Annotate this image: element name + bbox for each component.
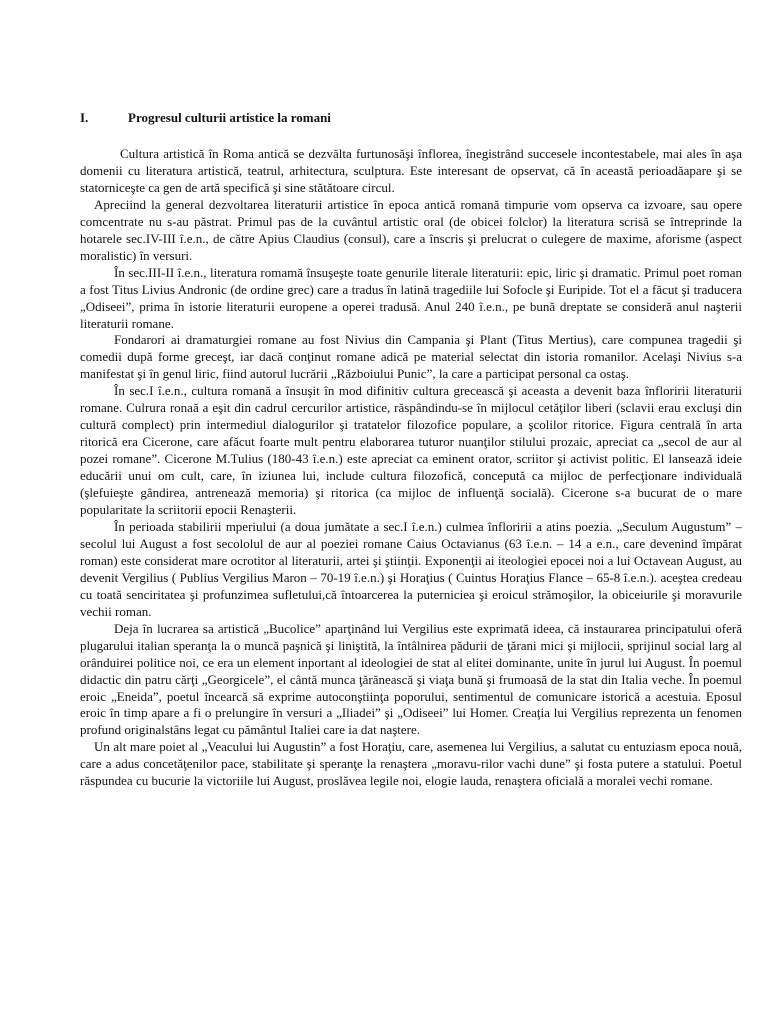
paragraph-vergilius: Deja în lucrarea sa artistică „Bucolice” aparţinând lui Vergilius este exprimată ideea, că instaurarea principatului oferă plugarului italian speranţa la o muncă paşnică şi linіştită, la întâlnirea pădurii de ţărani mici şi mijlocii, sprijinul social larg al orânduirei politice noi, ce era un element inportant al ideologiei de stat al elitei dominante, unite în jurul lui August. În poemul didactic din patru cărţi „Georgicele”, el cântă munca ţărănească şi viaţa bună şi frumoasă de la stat din Italia veche. În poemul eroic „Eneida”, poetul încearcă să exprime autoconştiinţa poporului, sentimentul de comunicare istorică a acestuia. Eposul eroic în timp apare a fi o prelungire în versuri a „Iliadei” şi „Odiseei” lui Homer. Creaţia lui Vergilius reprezenta un fenomen profund originalstâns legat cu pământul Italiei care ia dat naştere.: [80, 620, 742, 738]
paragraph-early-literature: Apreciind la general dezvoltarea literaturii artistice în epoca antică romană timpurie vom opserva ca izvoare, sau opere comcentrate nu s-au păstrat. Primul pas de la cuvântul artistic oral (de obicei folclor) la literatura scrisă se întreprinde la hotarele sec.IV-III î.e.n., de către Apius Claudius (consul), care a înscris şi prelucrat o culegere de maxime, aforisme (aspect moralistic) în versuri.: [80, 196, 742, 263]
paragraph-cicero: În sec.I î.e.n., cultura romană a însuşit în mod difinitiv cultura grecească şi aceasta a devenit baza înfloririi literaturii romane. Culrura ronaă a eşit din cadrul cercurilor artistice, răspândindu-se în mijlocul cetăţilor liberi (sclavii erau excluşi din cultură complect) prin intermediul dialogurilor şi tratatelor filozofice populare, a şcolilor ritorice. Figura centrală în arta ritorică era Cicerone, care afăcut foarte mult pentru elaborarea tuturor nuanţilor stilului prozaic, apreciat ca „secol de aur al pozei romane”. Cicerone M.Tulius (180-43 î.e.n.) este apreciat ca eminent orator, scriitor şi activist politic. El lansează ideie educării unui om cult, care, în iziunea lui, include cultura filozofică, concepută ca mijloc de perfecţionare individuală (şlefuieşte gândirea, antrenează memoria) şi ritorica (ca mijloc de influenţă socială). Cicerone s-a bucurat de o mare popularitate la scriitorii epocii Renaşterii.: [80, 383, 742, 518]
section-heading: [80, 110, 331, 126]
paragraph-literary-genres: În sec.III-II î.e.n., literatura romamă însuşeşte toate genurile literale literaturii: epic, liric şi dramatic. Primul poet roman a fost Titus Livius Andronic (de ordine grec) care a tradus în latină tragediile lui Sofocle şi Euripide. Tot el a făcut şi traducera „Odiseei”, prima în istorie literaturii europene a operei tradusă. Anul 240 î.e.n., pe bună dreptate se consideră anul naşterii literaturii romane.: [80, 264, 742, 331]
paragraph-culture-intro: Cultura artistică în Roma antică se dezvălta furtunosăşi înflorea, înegistrând succesele incontestabele, mai ales în aşa domenii cu literatura artistică, teatrul, arhitectura, sculptura. Este interesant de opservat, că în această perioadăapare şi se statorniceşte ca gen de artă specifică şi sine stătătoare circul.: [80, 146, 742, 195]
paragraph-dramaturgy-founders: Fondarori ai dramaturgiei romane au fost Nivius din Campania şi Plant (Titus Mertius), care compunea tragedii şi comedii după forme grecеşt, iar dacă conţinut romane adică pe material selectat din istoria romanilor. Acelaşi Nivius s-a manifestat şi în genul liric, fiind autorul lucrării „Războiului Punic”, la care a participat personal ca ostaş.: [80, 332, 742, 382]
paragraph-horatius: Un alt mare poiet al „Veacului lui Augustin” a fost Horaţiu, care, asemenea lui Vergilius, a salutat cu entuziasm epoca nouă, care a adus concetăţenilor pace, stabilitate şi speranţe la renaştera „moravu-rilor vachi dune” şi fosta putere a statului. Poetul răspundea cu bucurie la victoriile lui August, proslăvea legile noi, elogie lauda, renaştera oficială a moralei vechi romane.: [80, 739, 742, 789]
section-title: Progresul culturii artistice la romani: [128, 110, 331, 125]
section-number: I.: [80, 110, 89, 125]
paragraph-augustan-age: În perioada stabilirii mperiului (a doua jumătate a sec.I î.e.n.) culmea înfloririi a atins poezia. „Seculum Augustum” – secolul lui August a fost secololul de aur al poeziei romane Caius Octavianus (63 î.e.n. – 14 a e.n., care devenind împărat roman) este considerat mare ocrotitor al literaturii, artei şi ştiinţii. Exponenţii ai iteologiei epocei noi a lui Octavean August, au devenit Vergilius ( Publius Vergilius Maron – 70-19 î.e.n.) şi Horaţius ( Cuintus Horaţius Flance – 65-8 î.e.n.). aceştea credeau cu toată senciritatea şi profunzimea sufletului,că întoarcerea la puterniciea şi eroicul strămoşilor, la obiceiurile şi moravurile vechii roman.: [80, 518, 742, 619]
document-body: [80, 146, 742, 790]
